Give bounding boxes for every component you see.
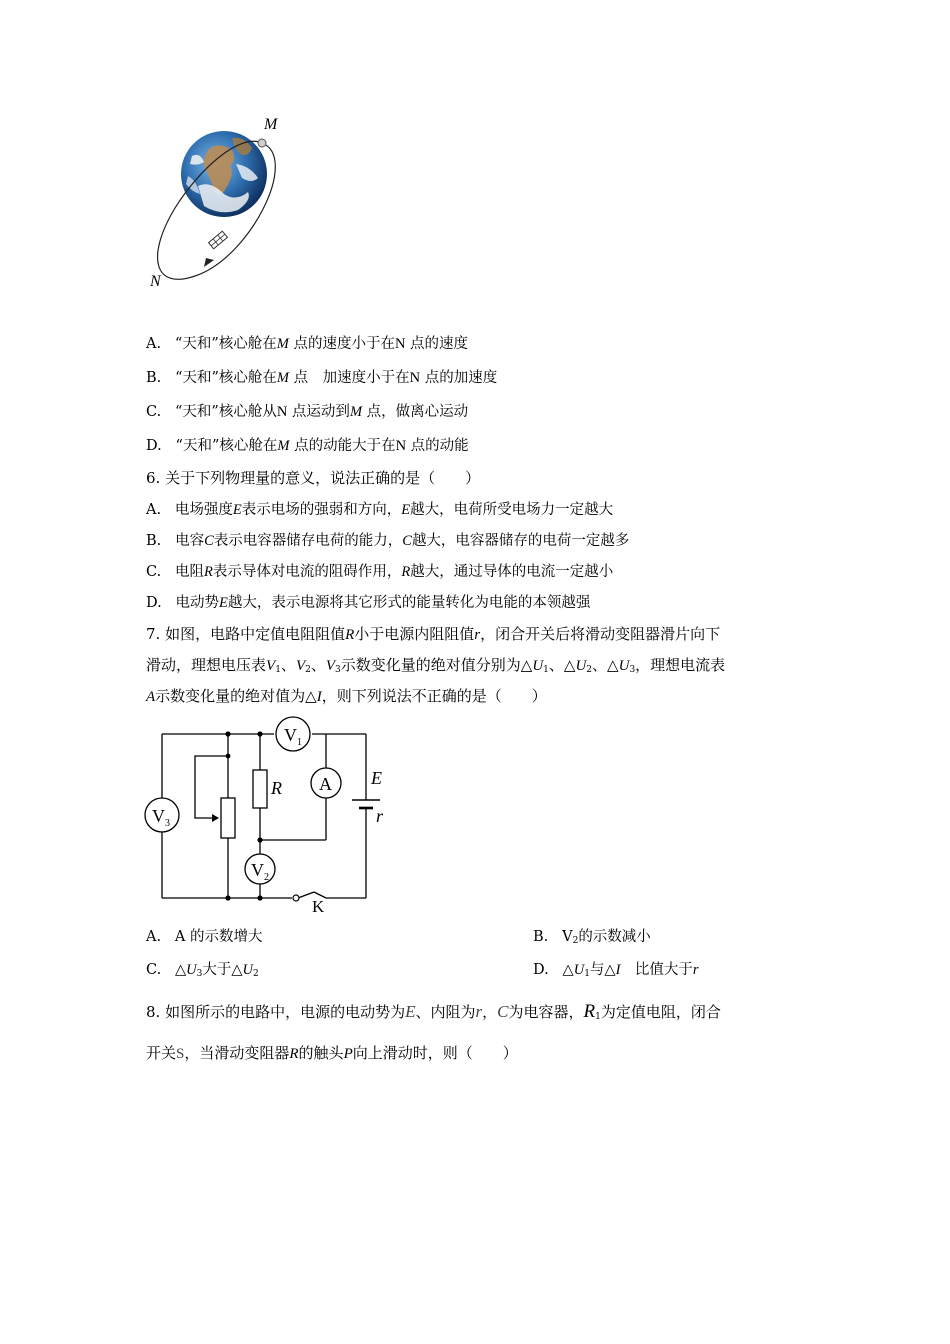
circuit-diagram [140,716,390,916]
orbit-direction-arrow [204,258,214,267]
q5-option-c: C. “天和”核心舱从N 点运动到M 点，做离心运动 [146,404,469,420]
q6-option-c: C. 电阻R表示导体对电流的阻碍作用，R越大，通过导体的电流一定越小 [146,564,614,580]
q7-option-c: C. $\triangle U_3$大于$\triangle U_2$ [146,962,259,979]
point-M-marker [258,139,266,147]
internal-r-label: r [376,806,384,826]
q5-option-b: B. “天和”核心舱在M 点 加速度小于在N 点的加速度 [146,370,498,386]
orbit-figure [140,108,290,298]
q8-stem-line2: 开关S，当滑动变阻器R的触头P向上滑动时，则（ ） [146,1044,518,1062]
voltmeter-v3-sub: 3 [165,818,170,829]
q7-option-a: A. A 的示数增大 [146,929,263,945]
q7-stem-line3: A示数变化量的绝对值为△I，则下列说法不正确的是（ ） [146,687,547,705]
voltmeter-v3-label: V [152,806,165,826]
q7-stem-line2: 滑动，理想电压表$V_1$、$V_2$、$V_3$示数变化量的绝对值分别为$\triangle U_1$、$\triangle U_2$、$\triangle U_3$，理想电流表 [146,656,726,675]
q5-option-a: A. “天和”核心舱在M 点的速度小于在N 点的速度 [146,336,469,352]
q8-stem-line1: 8. 如图所示的电路中，电源的电动势为E、内阻为r，C为电容器，$R_1$为定值电阻，闭合 [146,1001,721,1022]
q7-option-d: D. $\triangle U_1$与△I 比值大于r [533,962,699,979]
q5-option-d: D. “天和”核心舱在M 点的动能大于在N 点的动能 [146,438,469,454]
switch-K-label: K [312,897,325,916]
ammeter-label: A [319,774,332,794]
label-N: N [150,273,161,290]
q6-option-d: D. 电动势E越大，表示电源将其它形式的能量转化为电能的本领越强 [146,595,591,611]
q7-stem-line1: 7. 如图，电路中定值电阻阻值R小于电源内阻阻值r，闭合开关后将滑动变阻器滑片向下 [146,625,721,643]
q6-option-b: B. 电容C表示电容器储存电荷的能力，C越大，电容器储存的电荷一定越多 [146,533,630,549]
label-M: M [264,116,278,133]
q7-option-b: B. $V_2$的示数减小 [533,929,651,946]
earth-globe [181,131,267,217]
emf-E-label: E [371,768,382,788]
switch-contact [293,895,299,901]
voltmeter-v2-sub: 2 [264,872,269,883]
q6-option-a: A. 电场强度E表示电场的强弱和方向，E越大，电荷所受电场力一定越大 [146,502,614,518]
rheostat-arrow [212,814,219,822]
resistor-R-label: R [271,778,282,798]
voltmeter-v1-sub: 1 [297,737,302,748]
spacecraft-icon [209,231,228,249]
voltmeter-v2-label: V [251,860,264,880]
q6-stem: 6. 关于下列物理量的意义，说法正确的是（ ） [146,469,481,487]
voltmeter-v1-label: V [284,725,297,745]
